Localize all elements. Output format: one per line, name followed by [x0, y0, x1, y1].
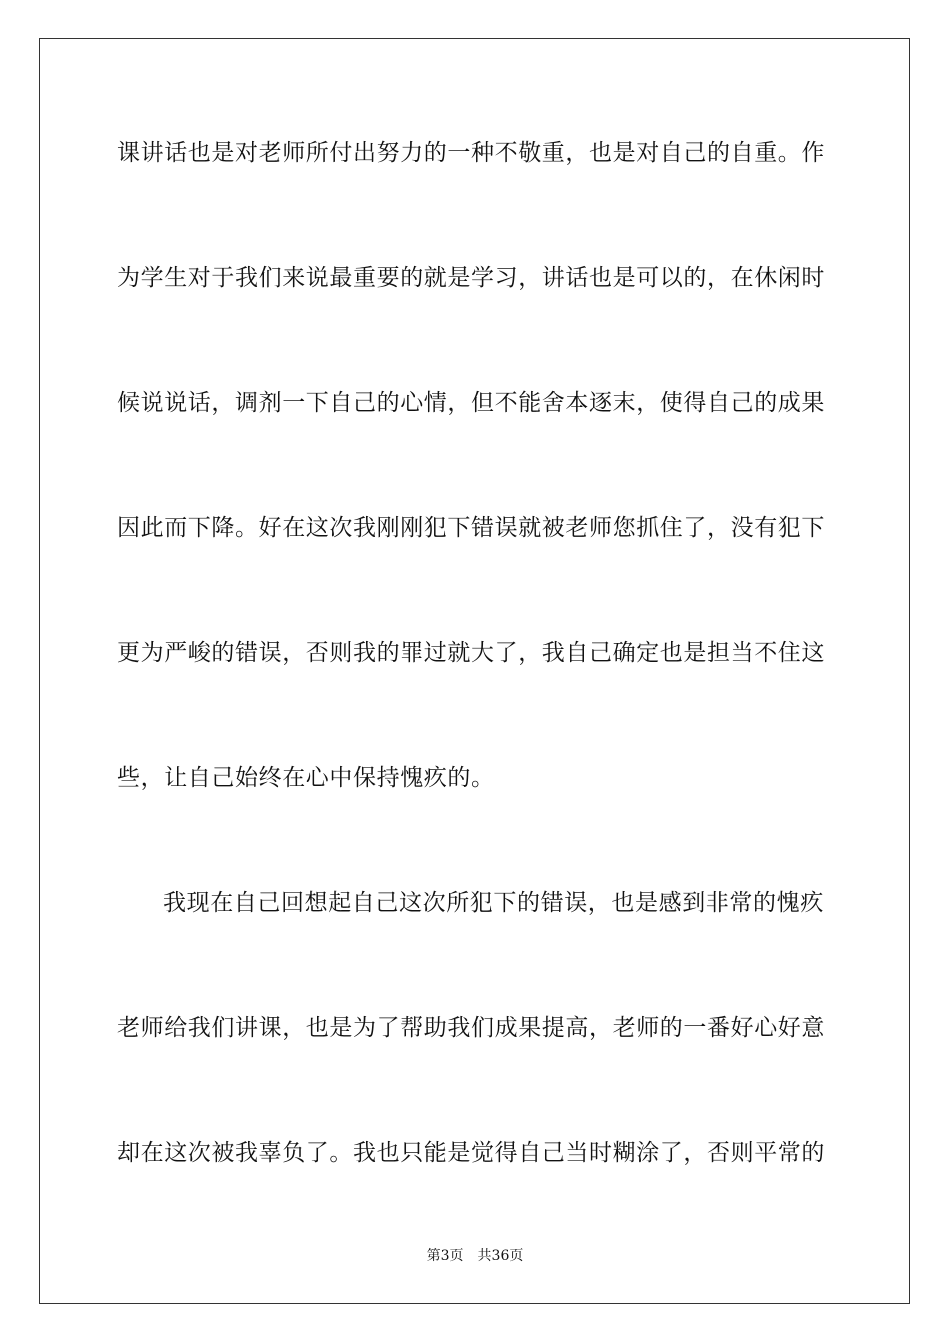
- text-line: 更为严峻的错误，否则我的罪过就大了，我自己确定也是担当不住这: [117, 640, 825, 666]
- text-line: 却在这次被我辜负了。我也只能是觉得自己当时糊涂了，否则平常的: [117, 1140, 825, 1166]
- text-line: 些，让自己始终在心中保持愧疚的。: [117, 765, 495, 791]
- page-total: 共36页: [477, 1248, 524, 1264]
- paragraph-start-line: 我现在自己回想起自己这次所犯下的错误，也是感到非常的愧疚: [163, 890, 824, 916]
- page-number: 第3页: [426, 1248, 464, 1264]
- text-line: 为学生对于我们来说最重要的就是学习，讲话也是可以的，在休闲时: [117, 265, 825, 291]
- text-line: 老师给我们讲课，也是为了帮助我们成果提高，老师的一番好心好意: [117, 1015, 825, 1041]
- page-footer: [0, 1247, 950, 1265]
- text-line: 因此而下降。好在这次我刚刚犯下错误就被老师您抓住了，没有犯下: [117, 515, 825, 541]
- page-frame: [39, 38, 910, 1304]
- text-line: 候说说话，调剂一下自己的心情，但不能舍本逐末，使得自己的成果: [117, 390, 825, 416]
- text-line: 课讲话也是对老师所付出努力的一种不敬重，也是对自己的自重。作: [117, 140, 825, 166]
